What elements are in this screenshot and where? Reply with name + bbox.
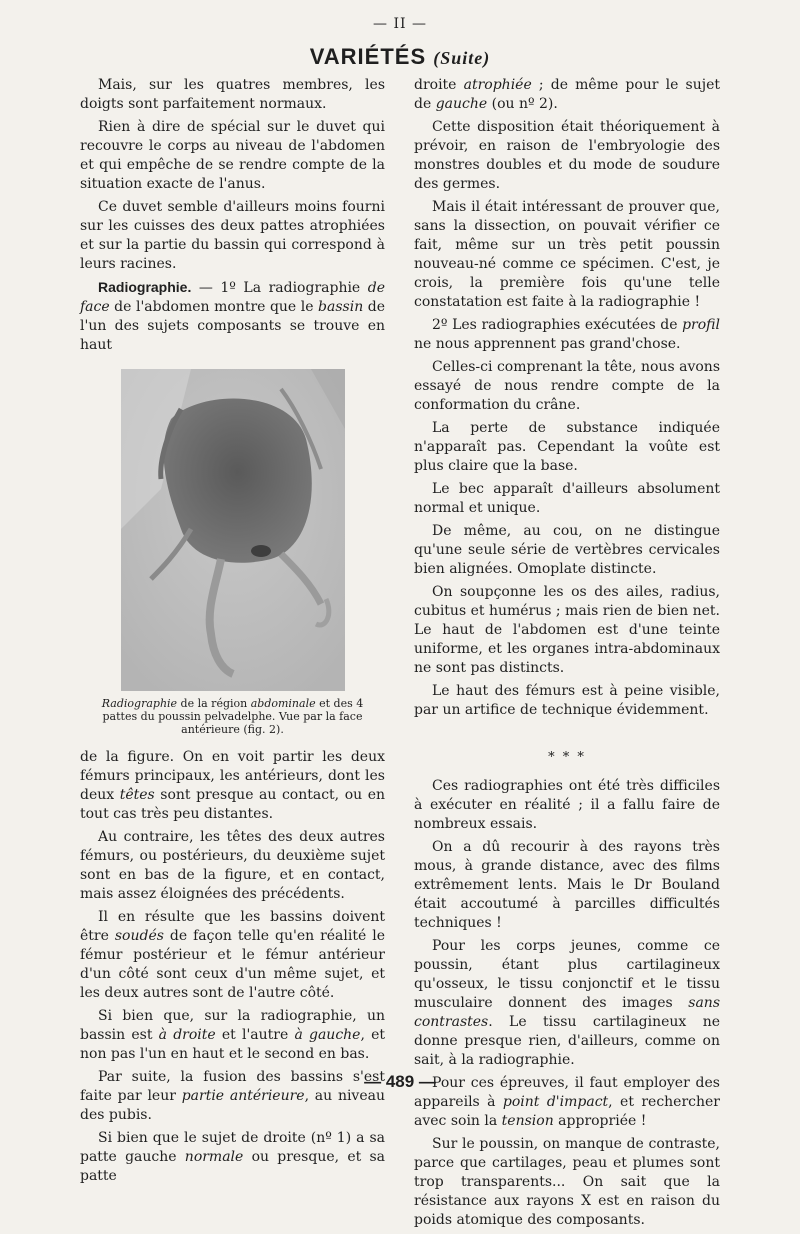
text: de façon telle qu'en réalité le fémur postérieur et le fémur antérieur d'un côté sont ceux d'un même sujet, et les deux autres sont de l'autre côté. xyxy=(80,928,385,1001)
page-number: — 489 — xyxy=(364,1072,436,1091)
paragraph: Rien à dire de spécial sur le duvet qui recouvre le corps au niveau de l'abdomen et qui empêche de se rendre compte de la situation exacte de l'anus. xyxy=(80,119,385,192)
paragraph: Mais il était intéressant de prouver que, sans la dissection, on pouvait vérifier ce fait, même sur un très petit poussin nouveau-né comme ce spécimen. C'est, je crois, la première fois qu'une telle constatation est faite à la radiographie ! xyxy=(414,199,720,310)
paragraph: Mais, sur les quatres membres, les doigts sont parfaitement normaux. xyxy=(80,77,385,112)
text: Pour les corps jeunes, comme ce poussin, étant plus cartilagineux qu'osseux, le tissu conjonctif et le tissu musculaire donnent des images xyxy=(414,938,720,1011)
text: de la figure. On en voit partir les deux fémurs principaux, les antérieurs, dont les deux xyxy=(80,749,385,803)
emphasis: point d'impact xyxy=(502,1094,609,1110)
emphasis: profil xyxy=(682,317,720,333)
text: droite xyxy=(414,77,464,93)
caption-emphasis: abdominale xyxy=(250,697,316,710)
paragraph: Celles-ci comprenant la tête, nous avons essayé de nous rendre compte de la conformation du crâne. xyxy=(414,359,720,413)
text: Si bien que le sujet de droite (nº 1) a sa patte gauche xyxy=(80,1130,385,1165)
text: ne nous apprennent pas grand'chose. xyxy=(414,336,681,352)
text: et des 4 pattes du poussin pelvadelphe. Vue par la face antérieure (fig. 2). xyxy=(102,697,364,736)
text: de la région xyxy=(177,697,251,710)
text: ; de même pour le sujet de xyxy=(414,77,721,112)
paragraph: Sur le poussin, on manque de contraste, parce que cartilages, peau et plumes sont trop transparents... On sait que la résistance aux rayons X est en raison du poids atomique des composants. xyxy=(414,1136,720,1228)
paragraph: Ce duvet semble d'ailleurs moins fourni sur les cuisses des deux pattes atrophiées et sur la partie du bassin qui correspond à leurs racines. xyxy=(80,199,385,272)
paragraph: Cette disposition était théoriquement à prévoir, en raison de l'embryologie des monstres doubles et du mode de soudure des germes. xyxy=(414,119,720,192)
caption-emphasis: Radiographie xyxy=(101,697,178,710)
emphasis: normale xyxy=(184,1149,244,1165)
radiographie-heading: Radiographie. xyxy=(98,279,192,295)
text: ou presque, et sa patte xyxy=(80,1149,386,1184)
paragraph: On soupçonne les os des ailes, radius, cubitus et humérus ; mais rien de bien net. Le haut de l'abdomen est d'une teinte uniforme, et les organes intra-abdominaux ne sont pas distincts. xyxy=(414,584,720,676)
emphasis: à gauche xyxy=(294,1027,361,1043)
text: , au niveau des pubis. xyxy=(80,1088,385,1123)
emphasis: atrophiée xyxy=(463,77,532,93)
text: Par suite, la fusion des bassins s'est faite par leur xyxy=(80,1069,385,1104)
paragraph xyxy=(80,908,385,1003)
paragraph: De même, au cou, on ne distingue qu'une seule série de vertèbres cervicales bien alignées. Omoplate distincte. xyxy=(414,523,720,577)
paragraph: Le bec apparaît d'ailleurs absolument normal et unique. xyxy=(414,481,720,516)
text: . Le tissu cartilagineux ne donne presque rien, d'ailleurs, comme on sait, à la radiographie. xyxy=(414,1014,720,1068)
paragraph: Le haut des fémurs est à peine visible, par un artifice de technique évidemment. xyxy=(414,683,720,718)
text: Pour ces épreuves, il faut employer des appareils à xyxy=(414,1075,720,1110)
text: Il en résulte que les bassins doivent être xyxy=(80,909,385,944)
paragraph: On a dû recourir à des rayons très mous, à grande distance, avec des films extrêmement lents. Mais le Dr Bouland était accoutumé à parcilles difficultés techniques ! xyxy=(414,839,720,931)
left-column xyxy=(80,76,385,1190)
text: 2º Les radiographies exécutées de xyxy=(432,317,683,333)
radiograph-image xyxy=(121,369,345,691)
text: de l'un des sujets composants se trouve en haut xyxy=(80,299,385,353)
paragraph: La perte de substance indiquée n'apparaît pas. Cependant la voûte est plus claire que la base. xyxy=(414,420,720,474)
text: , et rechercher avec soin la xyxy=(414,1094,720,1129)
text: (ou nº 2). xyxy=(487,96,558,112)
text: Si bien que, sur la radiographie, un bassin est xyxy=(80,1008,385,1043)
emphasis: partie antérieure xyxy=(181,1088,305,1104)
right-column xyxy=(414,76,720,1234)
paragraph: Au contraire, les têtes des deux autres fémurs, ou postérieurs, du deuxième sujet sont en bas de la figure, et en contact, mais assez éloignées des précédents. xyxy=(80,829,385,902)
paragraph xyxy=(80,1129,385,1186)
emphasis: gauche xyxy=(435,96,488,112)
section-separator: * * * xyxy=(548,750,586,765)
text: , et non pas l'un en haut et le second en bas. xyxy=(80,1027,386,1062)
emphasis: soudés xyxy=(114,928,164,944)
text: et l'autre xyxy=(215,1027,295,1043)
figure-caption xyxy=(86,697,379,736)
paragraph xyxy=(414,937,720,1070)
text: sont presque au contact, ou en tout cas très peu distantes. xyxy=(80,787,385,822)
emphasis: à droite xyxy=(158,1027,216,1043)
paragraph xyxy=(80,748,385,824)
text: — 1º La radiographie xyxy=(191,280,368,296)
emphasis: tension xyxy=(501,1113,554,1129)
page-marker: — II — xyxy=(373,16,427,32)
emphasis: bassin xyxy=(318,299,364,315)
text: appropriée ! xyxy=(553,1113,647,1129)
paragraph: Ces radiographies ont été très difficiles à exécuter en réalité ; il a fallu faire de nombreux essais. xyxy=(414,778,720,832)
paragraph xyxy=(80,278,385,355)
title-suite: (Suite) xyxy=(433,48,491,68)
paragraph xyxy=(80,1007,385,1064)
section-title xyxy=(0,44,800,70)
text: de l'abdomen montre que le xyxy=(109,299,319,315)
paragraph xyxy=(414,316,720,354)
emphasis: sans contrastes xyxy=(414,995,720,1030)
emphasis: de face xyxy=(80,280,385,315)
paragraph xyxy=(414,76,720,114)
title-text: VARIÉTÉS xyxy=(309,44,427,69)
emphasis: têtes xyxy=(119,787,155,803)
